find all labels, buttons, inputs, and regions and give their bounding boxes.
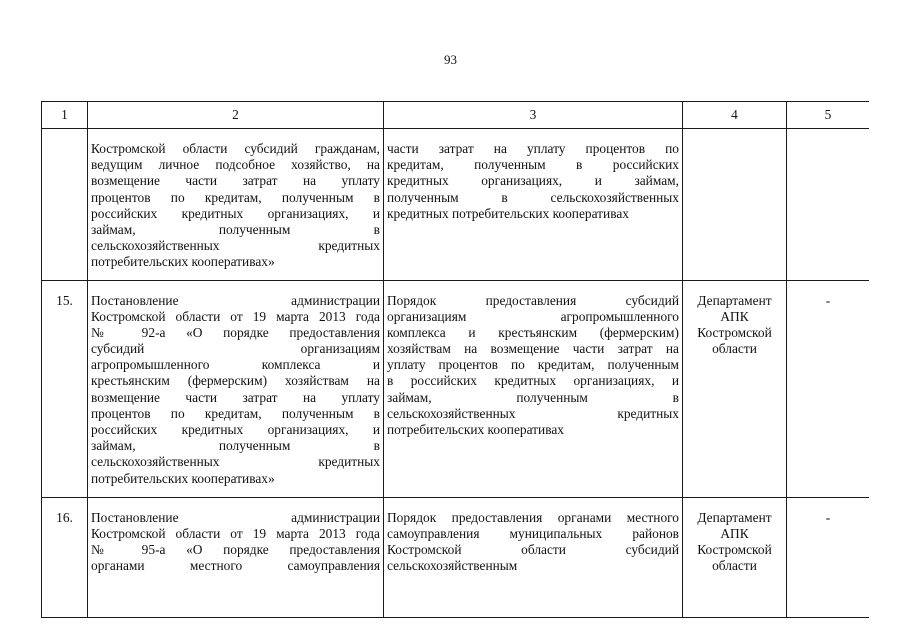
note-cell: - <box>787 497 870 617</box>
text-line: № 95-а «О порядке предоставления <box>91 541 380 557</box>
text-line: Костромской области от 19 марта 2013 года <box>91 308 380 324</box>
text-line: Порядок предоставления органами местного <box>387 509 679 525</box>
column-header: 4 <box>683 102 787 129</box>
text-line: Порядок предоставления субсидий <box>387 292 679 308</box>
row-number <box>42 129 88 281</box>
text-line: кредитам, полученным в российских <box>387 157 679 173</box>
text-line: кредитных организациях, и займам, <box>387 173 679 189</box>
text-line: органами местного самоуправления <box>91 558 380 574</box>
text-line: уплату процентов по кредитам, полученным <box>387 357 679 373</box>
column-header: 3 <box>384 102 683 129</box>
text-line: организациям агропромышленного <box>387 308 679 324</box>
text-line: кредитных потребительских кооперативах <box>387 205 629 221</box>
text-line: Постановление администрации <box>91 292 380 308</box>
table-container <box>41 101 869 640</box>
column-header: 2 <box>88 102 384 129</box>
text-line: комплекса и крестьянским (фермерским) <box>387 324 679 340</box>
text-line: агропромышленного комплекса и <box>91 357 380 373</box>
text-line: Костромской области субсидий гражданам, <box>91 141 380 156</box>
department-line: области <box>712 341 757 357</box>
procedure-cell <box>384 280 683 497</box>
text-line: процентов по кредитам, полученным в <box>91 189 380 205</box>
procedure-cell <box>384 497 683 617</box>
text-line: части затрат на уплату процентов по <box>387 141 679 156</box>
text-line: ведущим личное подсобное хозяйство, на <box>91 157 380 173</box>
text-line: сельскохозяйственных кредитных <box>387 405 679 421</box>
text-line: займам, полученным в <box>387 389 679 405</box>
procedure-cell <box>384 129 683 281</box>
column-header: 1 <box>42 102 88 129</box>
text-line: хозяйствам на возмещение части затрат на <box>387 341 679 357</box>
text-line: крестьянским (фермерским) хозяйствам на <box>91 373 380 389</box>
text-line: потребительских кооперативах <box>387 422 564 437</box>
data-table <box>41 101 869 618</box>
text-line: сельскохозяйственных кредитных <box>91 238 380 254</box>
document-title-cell <box>88 497 384 617</box>
department-cell <box>683 280 787 497</box>
department-cell <box>683 129 787 281</box>
row-number: 16. <box>42 497 88 617</box>
text-line: займам, полученным в <box>91 221 380 237</box>
text-line: возмещение части затрат на уплату <box>91 389 380 405</box>
text-line: субсидий организациям <box>91 341 380 357</box>
note-cell: - <box>787 280 870 497</box>
department-line: области <box>712 558 757 574</box>
text-line: № 92-а «О порядке предоставления <box>91 324 380 340</box>
department-cell <box>683 497 787 617</box>
table-header-row <box>42 102 870 129</box>
department-line: АПК <box>720 308 749 324</box>
text-line: Костромской области субсидий <box>387 541 679 557</box>
table-row <box>42 280 870 497</box>
department-line: Костромской <box>697 324 772 340</box>
document-title-cell <box>88 129 384 281</box>
column-header: 5 <box>787 102 870 129</box>
text-line: Постановление администрации <box>91 509 380 525</box>
note-cell <box>787 129 870 281</box>
text-line: полученным в сельскохозяйственных <box>387 189 679 205</box>
text-line: самоуправления муниципальных районов <box>387 525 679 541</box>
department-line: Департамент <box>697 509 772 525</box>
department-line: Костромской <box>697 541 772 557</box>
row-number: 15. <box>42 280 88 497</box>
page-number: 93 <box>444 52 457 67</box>
table-row <box>42 497 870 617</box>
text-line: сельскохозяйственных кредитных <box>91 454 380 470</box>
text-line: в российских кредитных организациях, и <box>387 373 679 389</box>
department-line: Департамент <box>697 292 772 308</box>
text-line: сельскохозяйственным <box>387 558 518 574</box>
text-line: процентов по кредитам, полученным в <box>91 405 380 421</box>
text-line: потребительских кооперативах» <box>91 254 275 270</box>
text-line: потребительских кооперативах» <box>91 470 275 486</box>
text-line: российских кредитных организациях, и <box>91 205 380 221</box>
table-row <box>42 129 870 281</box>
document-title-cell <box>88 280 384 497</box>
text-line: российских кредитных организациях, и <box>91 422 380 437</box>
department-line: АПК <box>720 525 749 541</box>
text-line: возмещение части затрат на уплату <box>91 173 380 189</box>
text-line: займам, полученным в <box>91 438 380 454</box>
text-line: Костромской области от 19 марта 2013 года <box>91 525 380 541</box>
